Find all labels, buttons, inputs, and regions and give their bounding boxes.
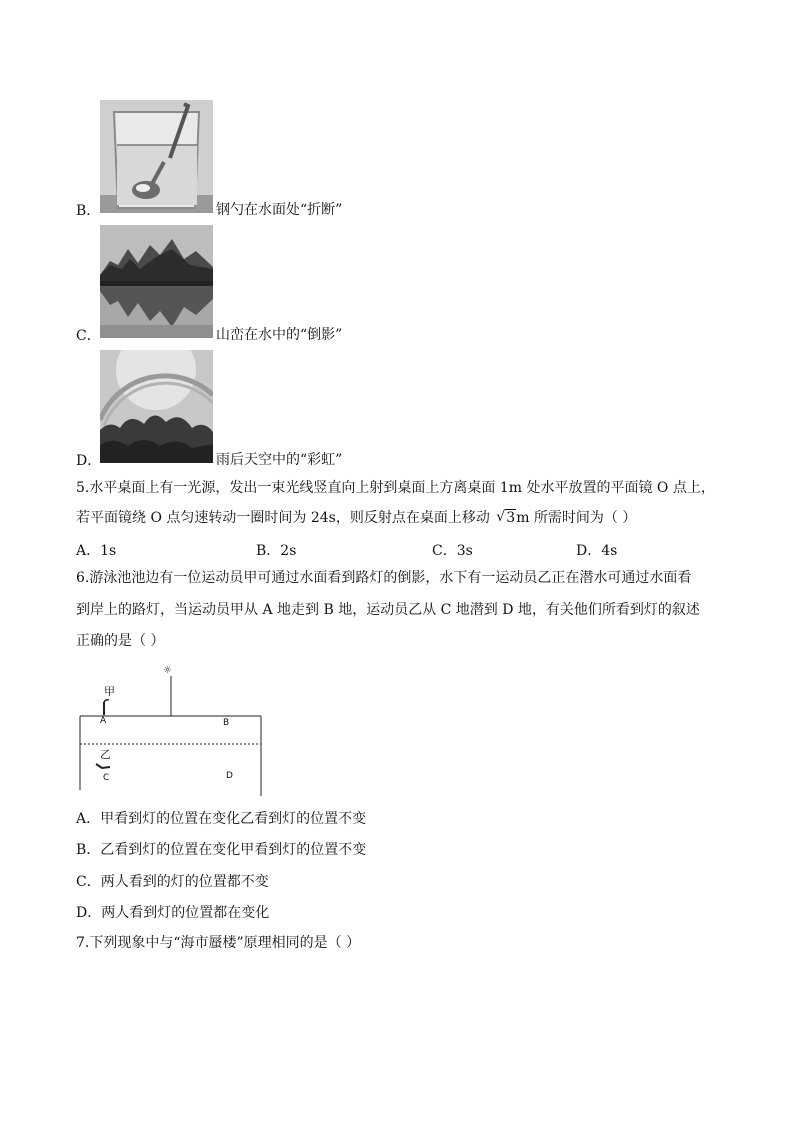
q6-line-1: 6.游泳池池边有一位运动员甲可通过水面看到路灯的倒影，水下有一运动员乙正在潜水可通过水面看 (76, 570, 692, 586)
spoon-in-water-photo (100, 100, 213, 213)
option-c-caption: 山峦在水中的“倒影” (216, 327, 343, 343)
q6-choice-a: A．甲看到灯的位置在变化乙看到灯的位置不变 (76, 811, 367, 827)
label-yi: 乙 (100, 748, 111, 761)
q5-choice-a: A．1s (76, 543, 117, 559)
q6-choice-c: C．两人看到的灯的位置都不变 (76, 874, 269, 890)
label-jia: 甲 (104, 685, 115, 698)
q5-line-2-text: 若平面镜绕 O 点匀速转动一圈时间为 24s，则反射点在桌面上移动 (76, 510, 495, 526)
q6-line-3: 正确的是（ ） (76, 633, 165, 649)
rainbow-photo (100, 350, 213, 463)
q7-line-1: 7.下列现象中与“海市蜃楼”原理相同的是（ ） (76, 935, 361, 951)
sqrt-value: 3 (506, 510, 516, 526)
q5-line-2-tail: m 所需时间为（ ） (516, 510, 637, 526)
q5-line-1: 5.水平桌面上有一光源，发出一束光线竖直向上射到桌面上方离桌面 1m 处水平放置的平面镜 O 点上， (76, 480, 715, 496)
label-c: C (103, 773, 110, 783)
label-b: B (223, 718, 230, 728)
pool-diagram (76, 664, 276, 800)
q6-choice-d: D．两人看到灯的位置都在变化 (76, 905, 270, 921)
sqrt-symbol (496, 508, 516, 528)
option-c-label: C． (76, 328, 101, 344)
option-d-label: D． (76, 453, 102, 469)
lamp-icon: ☼ (163, 665, 172, 676)
label-d: D (226, 771, 233, 781)
q5-line-2 (76, 508, 636, 528)
q5-choice-d: D．4s (576, 543, 618, 559)
q5-choice-c: C．3s (432, 543, 473, 559)
option-b-label: B． (76, 203, 101, 219)
option-d-caption: 雨后天空中的“彩虹” (216, 452, 343, 468)
label-a: A (100, 716, 107, 726)
mountain-reflection-photo (100, 225, 213, 338)
q6-line-2: 到岸上的路灯，当运动员甲从 A 地走到 B 地，运动员乙从 C 地潜到 D 地，有关他们所看到灯的叙述 (76, 602, 700, 618)
q6-choice-b: B．乙看到灯的位置在变化甲看到灯的位置不变 (76, 842, 367, 858)
option-b-caption: 钢勺在水面处“折断” (216, 202, 343, 218)
q5-choice-b: B．2s (256, 543, 297, 559)
